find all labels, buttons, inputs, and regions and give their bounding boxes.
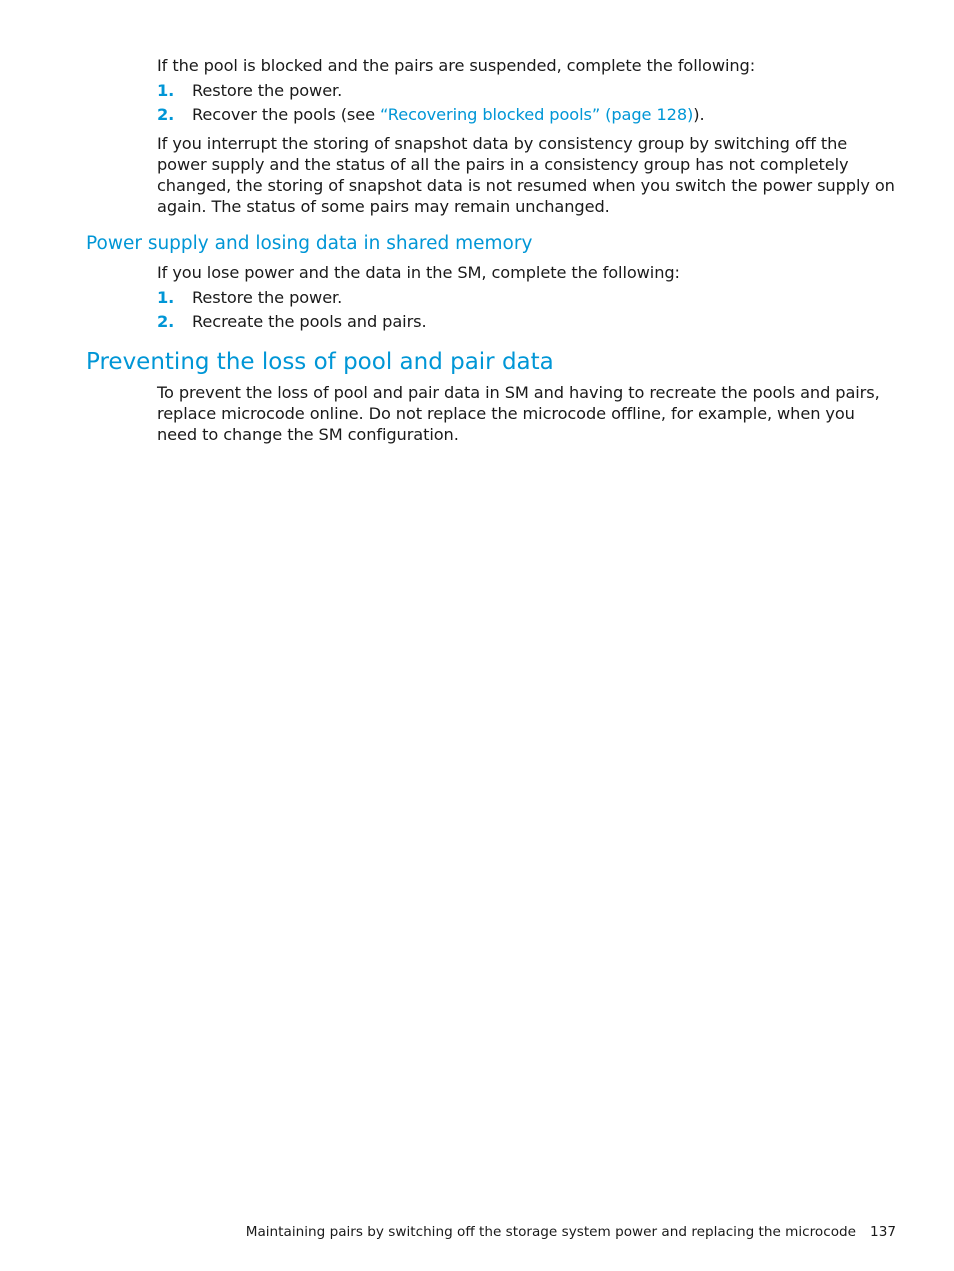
preventing-loss-heading: Preventing the loss of pool and pair data: [86, 349, 554, 375]
step-number: 2.: [157, 105, 175, 124]
running-title: Maintaining pairs by switching off the storage system power and replacing the microcode: [245, 1224, 857, 1240]
snapshot-note-text: If you interrupt the storing of snapshot data by consistency group by switching off the power supply and the status of all the pairs in a consistency group has not completely changed, the storing of snapshot data is not resumed when you switch the power supply on again. The status of some pairs may remain unchanged.: [157, 134, 895, 216]
list-item: [157, 310, 899, 334]
step-number: 2.: [157, 312, 175, 331]
list-item: [157, 79, 899, 103]
blocked-pool-steps: [157, 79, 899, 127]
blocked-pool-step-list: [157, 79, 899, 127]
step-text-after: ).: [693, 105, 705, 124]
blocked-pool-intro: If the pool is blocked and the pairs are suspended, complete the following:: [157, 56, 756, 75]
step-text-before: Recover the pools (see: [192, 105, 381, 124]
blocked-pool-section: [157, 55, 899, 76]
preventing-loss-text: To prevent the loss of pool and pair data in SM and having to recreate the pools and pairs, replace microcode online. Do not replace the microcode offline, for example, when you need to change the SM configuration.: [157, 383, 880, 444]
step-number: 1.: [157, 288, 175, 307]
shared-memory-intro: If you lose power and the data in the SM, complete the following:: [157, 263, 680, 282]
recovering-blocked-pools-link[interactable]: “Recovering blocked pools” (page 128): [380, 105, 694, 124]
step-number: 1.: [157, 81, 175, 100]
list-item: [157, 286, 899, 310]
shared-memory-step-list: [157, 286, 899, 334]
step-text: [192, 103, 705, 127]
shared-memory-heading: Power supply and losing data in shared memory: [86, 233, 533, 254]
list-item: [157, 103, 899, 127]
shared-memory-steps: [157, 286, 899, 334]
snapshot-note: [157, 133, 899, 217]
step-text: Restore the power.: [192, 81, 343, 100]
preventing-loss-section: [157, 382, 899, 445]
step-text: Recreate the pools and pairs.: [192, 312, 427, 331]
step-text: Restore the power.: [192, 288, 343, 307]
page-number: 137: [870, 1224, 896, 1240]
page-footer: [246, 1222, 896, 1242]
shared-memory-section: [157, 262, 899, 283]
